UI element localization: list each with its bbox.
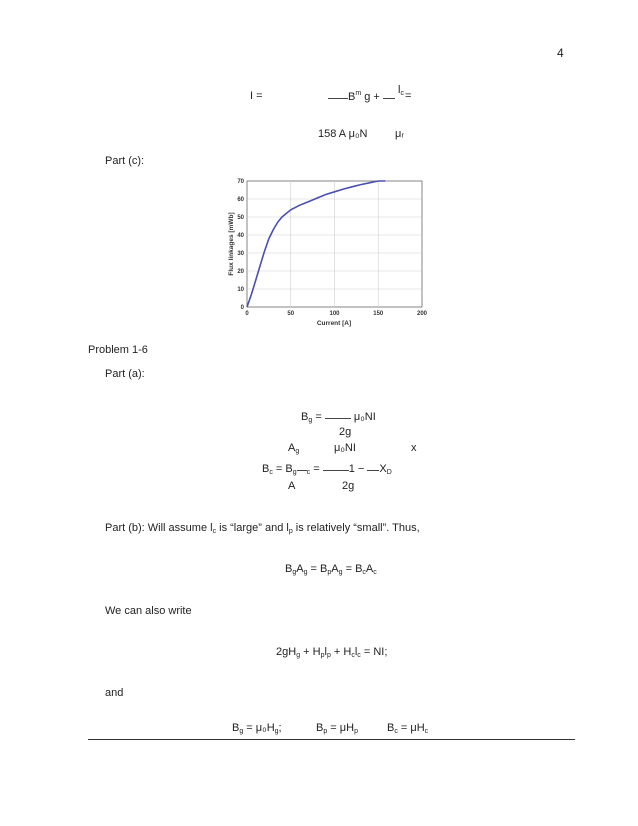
y-tick-label: 60 [237,197,244,203]
part-b-text: Part (b): Will assume $l_c$ is “large” and $l_p$ is relatively “small”. Thus, [105,522,420,535]
eq-bc-denominator-2g: 2g [342,480,355,492]
part-c-heading: Part (c): [105,155,145,167]
part-a-heading: Part (a): [105,368,145,380]
y-tick-label: 50 [237,215,244,221]
x-tick-label: 0 [245,311,249,317]
eq-ag-x: x [411,442,417,454]
and-text: and [105,687,124,699]
eq-ampere-law: $2gH_g + H_pl_p + H_cl_c$ = NI; [276,646,388,659]
eq-equals: = [405,90,412,102]
chart-xlabel: Current [A] [316,320,352,327]
x-tick-label: 200 [416,311,428,317]
y-tick-label: 70 [237,179,244,185]
x-tick-label: 150 [373,311,384,317]
y-tick-label: 20 [237,269,244,275]
chart-ylabel: Flux linkages [mWb] [228,212,235,276]
also-write-text: We can also write [105,605,192,617]
problem-heading: Problem 1-6 [88,344,148,356]
x-tick-label: 50 [287,311,295,317]
eq-constitutive-core: $B_c = \mu H_c$ [387,722,429,735]
flux-linkage-chart [222,172,437,330]
page-number: 4 [557,46,564,60]
eq-bc: $B_c = B_g$ $_c = 1 - X_D$ [262,463,392,476]
eq-constitutive-gap: $B_g = \mu_0H_g$; [232,722,282,735]
eq-ag-row: $A_g$ [288,442,300,455]
eq-term-lc: $l_c$ [398,84,404,97]
eq-flux-continuity: $B_gA_g = B_pA_g = B_cA_c$ [285,563,377,576]
eq-bg: $B_g = \mu_0NI$ [301,411,376,424]
eq-term-bm: $B^m$ g + [328,90,395,103]
y-tick-label: 40 [237,233,244,239]
eq-ag-mu: μ₀NI [334,442,356,454]
eq-lhs: I = [250,90,263,102]
eq-result-mur: μᵣ [395,128,404,140]
eq-bg-denominator: 2g [339,426,352,438]
eq-bc-denominator-a: A [288,480,296,492]
footer-rule [88,739,575,740]
eq-result-158: 158 A μ₀N [318,128,368,140]
x-tick-label: 100 [329,311,340,317]
y-tick-label: 0 [240,305,244,311]
y-tick-label: 10 [237,287,244,293]
eq-constitutive-plunger: $B_p = \mu H_p$ [316,722,358,735]
y-tick-label: 30 [237,251,244,257]
